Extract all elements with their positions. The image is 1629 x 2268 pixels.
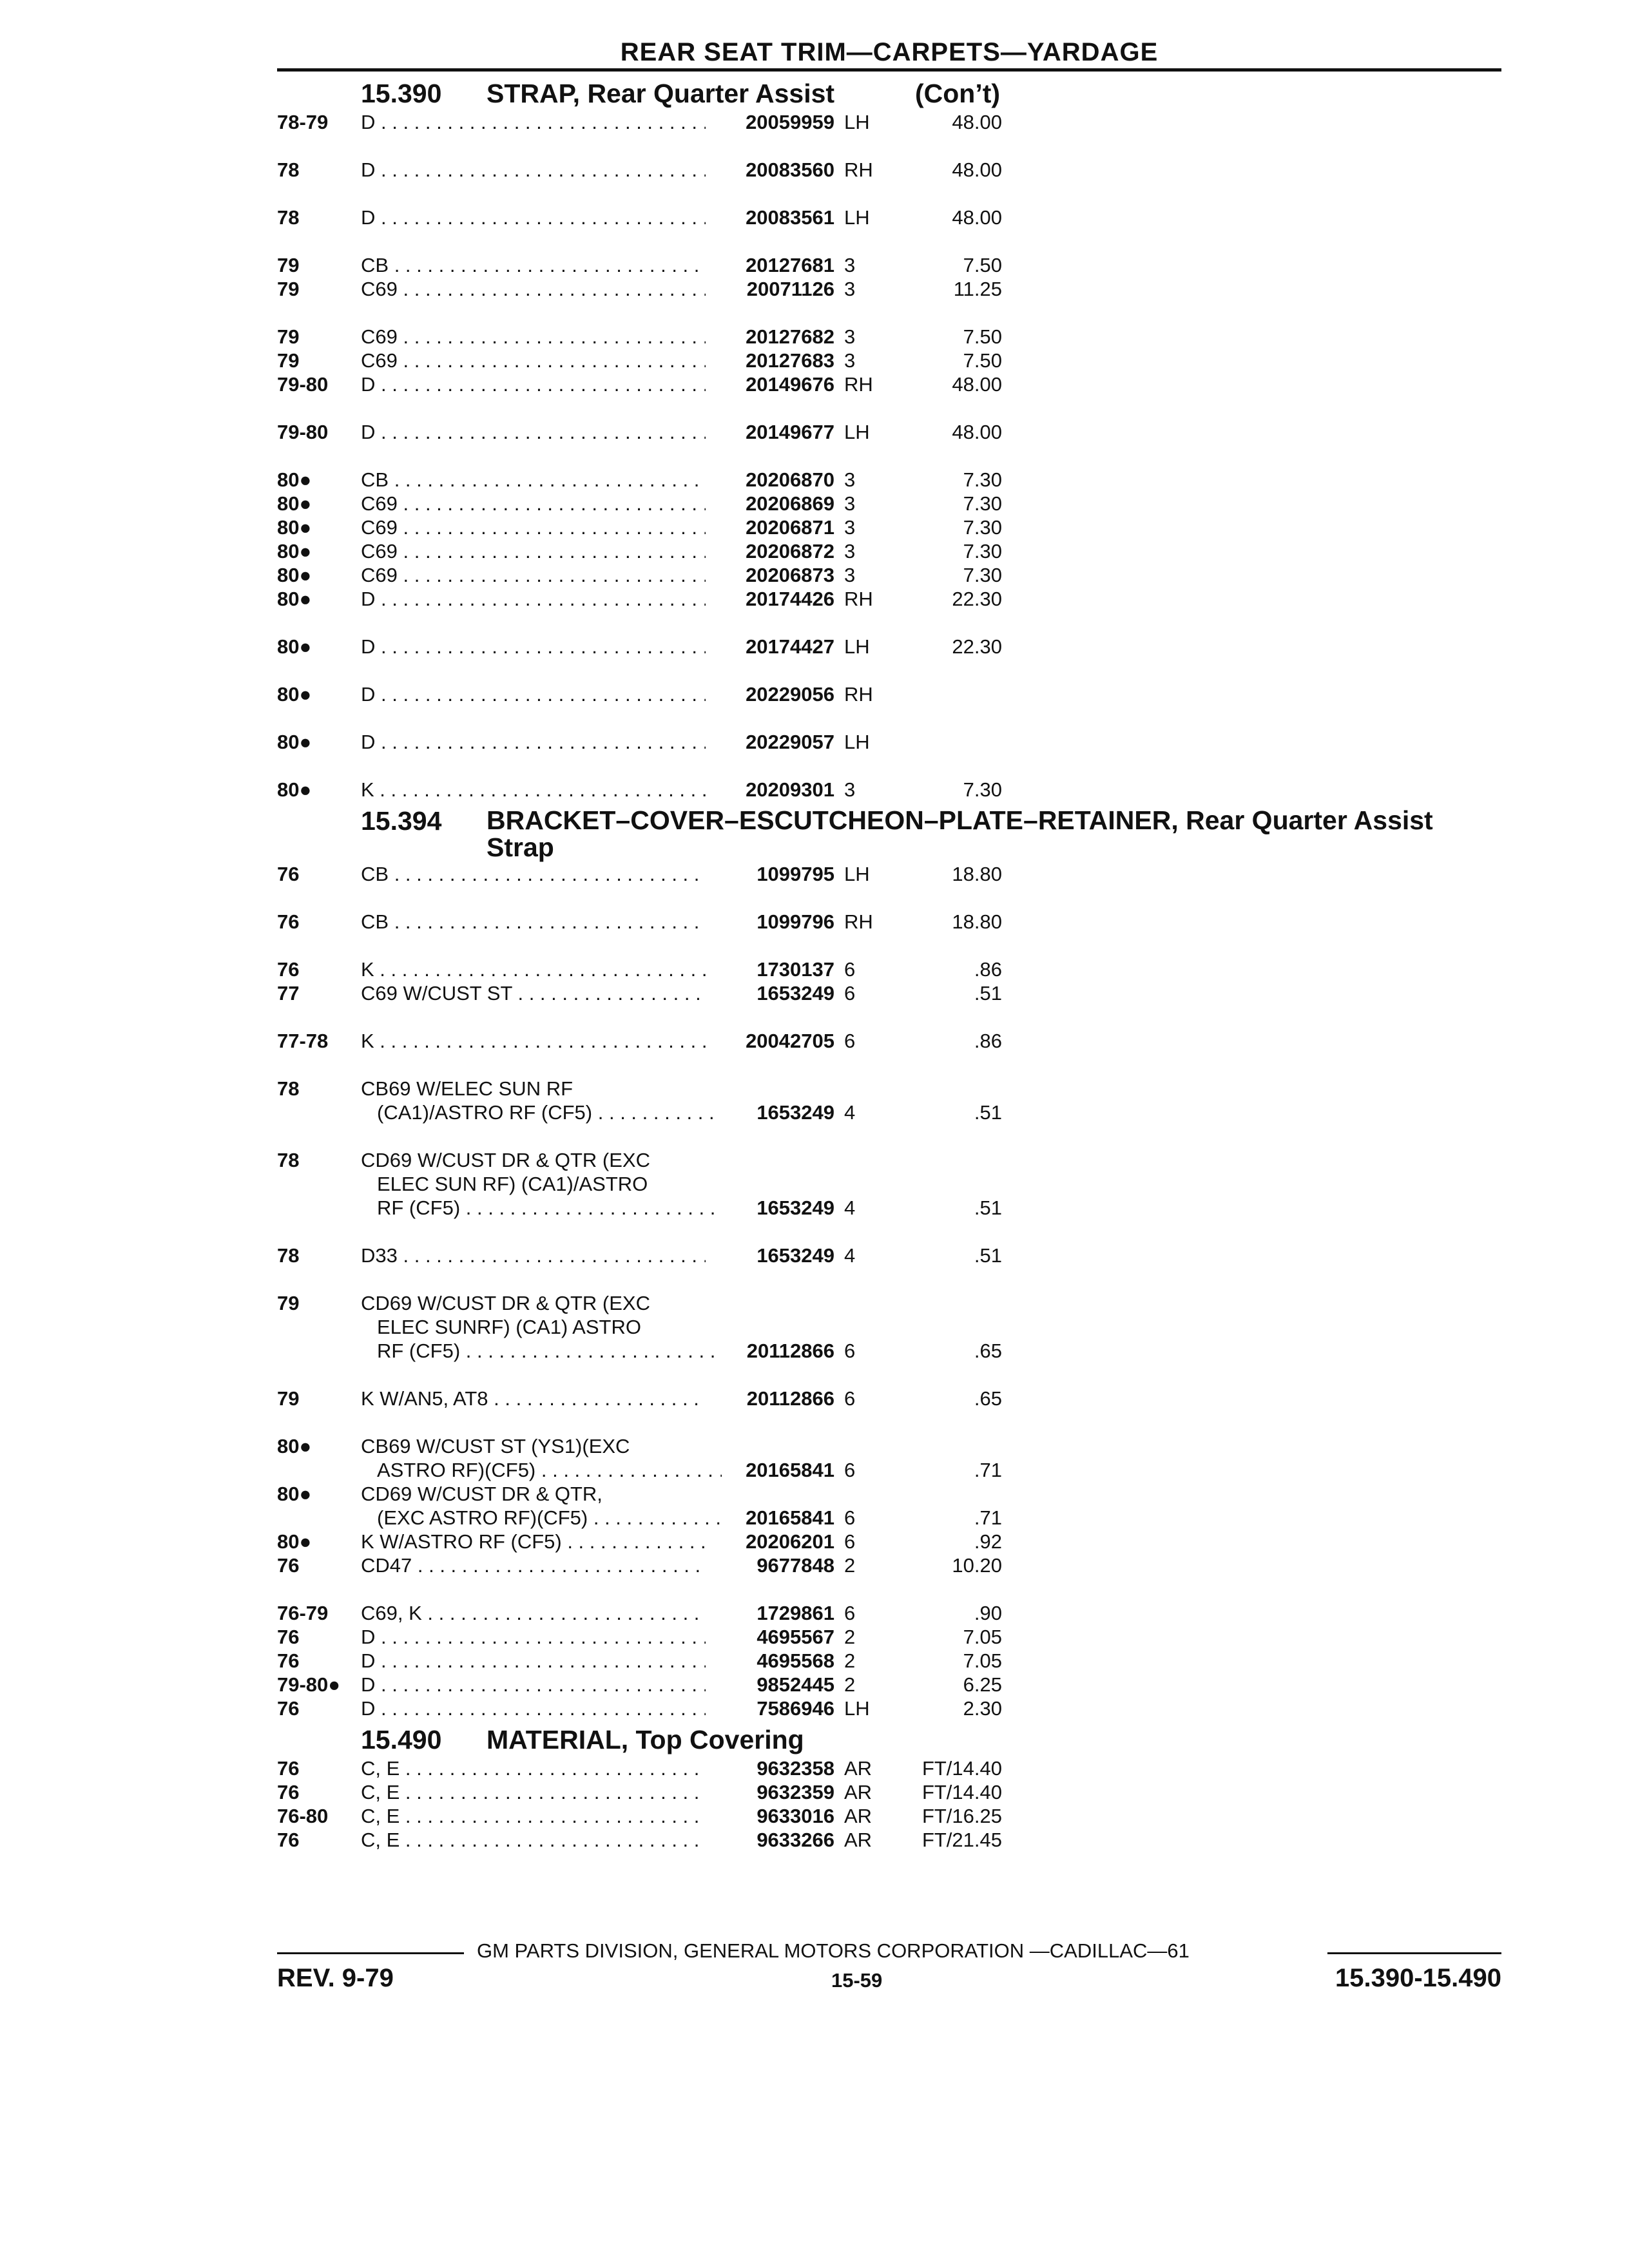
model-year: 78 — [277, 159, 300, 181]
model-year: 80● — [277, 492, 312, 515]
part-number: 9633266 — [757, 1829, 834, 1851]
model-code: D . . . — [361, 1625, 706, 1649]
part-number: 1653249 — [757, 1244, 834, 1267]
model-code-continued: (CA1)/ASTRO RF (CF5) . . . — [361, 1100, 722, 1124]
price: .51 — [974, 1244, 1002, 1267]
table-row — [277, 1530, 1501, 1553]
part-number: 20206869 — [746, 492, 834, 515]
quantity: LH — [844, 635, 870, 658]
price: FT/16.25 — [921, 1805, 1002, 1827]
part-number: 20042705 — [746, 1030, 834, 1052]
section-heading — [277, 77, 1501, 110]
table-row-continuation — [277, 1100, 1501, 1148]
table-row — [277, 563, 1501, 587]
part-number: 20059959 — [746, 111, 834, 133]
quantity: LH — [844, 731, 870, 753]
table-row — [277, 468, 1501, 492]
quantity: 3 — [844, 516, 856, 539]
model-year: 80● — [277, 564, 312, 586]
price: 11.25 — [953, 278, 1002, 300]
price: .90 — [974, 1602, 1002, 1624]
price: .51 — [974, 1101, 1002, 1124]
price: .51 — [974, 982, 1002, 1004]
part-number: 7586946 — [757, 1697, 834, 1720]
model-code: CB . . . — [361, 910, 706, 934]
model-code: D . . . — [361, 682, 706, 706]
quantity: 6 — [844, 1506, 856, 1529]
part-number: 20229056 — [746, 683, 834, 706]
quantity: LH — [844, 206, 870, 229]
catalog-page — [277, 37, 1501, 1852]
table-row — [277, 1291, 1501, 1315]
part-number: 20083561 — [746, 206, 834, 229]
model-year: 76 — [277, 1757, 300, 1780]
table-row — [277, 1434, 1501, 1458]
quantity: 4 — [844, 1244, 856, 1267]
price: 7.30 — [963, 468, 1002, 491]
quantity: RH — [844, 159, 873, 181]
table-row — [277, 1649, 1501, 1673]
model-year: 76 — [277, 910, 300, 933]
model-code: C69 . . . — [361, 325, 706, 349]
quantity: 2 — [844, 1554, 856, 1577]
model-year: 78 — [277, 206, 300, 229]
table-row — [277, 158, 1501, 206]
model-code: K . . . — [361, 957, 706, 981]
section-number: 15.390 — [361, 79, 442, 108]
table-row — [277, 1673, 1501, 1696]
quantity: 6 — [844, 1387, 856, 1410]
model-code: CB . . . — [361, 253, 706, 277]
price: .65 — [974, 1340, 1002, 1362]
quantity: AR — [844, 1781, 872, 1803]
quantity: 4 — [844, 1101, 856, 1124]
price: 10.20 — [952, 1554, 1002, 1577]
quantity: 6 — [844, 1602, 856, 1624]
page-number: 15-59 — [831, 1969, 883, 1992]
model-code: D . . . — [361, 587, 706, 611]
quantity: AR — [844, 1829, 872, 1851]
model-code: C69 . . . — [361, 349, 706, 372]
price: 7.50 — [963, 349, 1002, 372]
footer-division: GM PARTS DIVISION, GENERAL MOTORS CORPORATION —CADILLAC—61 — [477, 1939, 1190, 1962]
part-number: 1729861 — [757, 1602, 834, 1624]
quantity: LH — [844, 1697, 870, 1720]
price: 48.00 — [952, 111, 1002, 133]
price: FT/14.40 — [921, 1757, 1002, 1780]
model-year: 80● — [277, 778, 312, 801]
part-number: 4695567 — [757, 1626, 834, 1648]
part-number: 9632359 — [757, 1781, 834, 1803]
part-number: 20206872 — [746, 540, 834, 562]
part-number: 4695568 — [757, 1649, 834, 1672]
table-row — [277, 957, 1501, 981]
quantity: 6 — [844, 1340, 856, 1362]
model-year: 79 — [277, 278, 300, 300]
table-row — [277, 1804, 1501, 1828]
revision-label: REV. 9-79 — [277, 1964, 394, 1992]
model-code: D . . . — [361, 158, 706, 182]
model-year: 76 — [277, 1649, 300, 1672]
part-number: 20206871 — [746, 516, 834, 539]
model-code: CB . . . — [361, 468, 706, 492]
part-number: 20206870 — [746, 468, 834, 491]
part-number: 20174427 — [746, 635, 834, 658]
quantity: 3 — [844, 492, 856, 515]
part-number: 1730137 — [757, 958, 834, 981]
quantity: 3 — [844, 325, 856, 348]
quantity: 3 — [844, 468, 856, 491]
model-year: 76 — [277, 958, 300, 981]
part-number: 20209301 — [746, 778, 834, 801]
model-year: 80● — [277, 516, 312, 539]
table-row — [277, 349, 1501, 372]
part-number: 20127681 — [746, 254, 834, 276]
price: 7.50 — [963, 254, 1002, 276]
model-code-continued: ELEC SUNRF) (CA1) ASTRO — [377, 1316, 641, 1338]
model-code: D . . . — [361, 1649, 706, 1673]
model-code-continued: ELEC SUN RF) (CA1)/ASTRO — [377, 1173, 648, 1195]
model-code: C, E . . . — [361, 1756, 706, 1780]
model-year: 77 — [277, 982, 300, 1004]
model-year: 76-79 — [277, 1602, 329, 1624]
model-year: 76-80 — [277, 1805, 329, 1827]
table-row — [277, 1756, 1501, 1780]
price: 7.30 — [963, 516, 1002, 539]
table-row — [277, 1244, 1501, 1291]
table-row — [277, 1553, 1501, 1601]
model-code: C69, K . . . — [361, 1601, 706, 1625]
model-code: K . . . — [361, 778, 706, 802]
quantity: 6 — [844, 1030, 856, 1052]
model-code-continued: RF (CF5) . . . — [361, 1196, 722, 1220]
price: 7.30 — [963, 540, 1002, 562]
model-code: CD47 . . . — [361, 1553, 706, 1577]
model-year: 79 — [277, 1387, 300, 1410]
price: 7.30 — [963, 492, 1002, 515]
table-row — [277, 587, 1501, 635]
model-code: D . . . — [361, 110, 706, 134]
table-row — [277, 910, 1501, 957]
part-number: 20149676 — [746, 373, 834, 396]
quantity: 3 — [844, 564, 856, 586]
price: 7.05 — [963, 1626, 1002, 1648]
section-range: 15.390-15.490 — [1335, 1964, 1501, 1992]
price: 48.00 — [952, 421, 1002, 443]
model-year: 79 — [277, 325, 300, 348]
price: 48.00 — [952, 373, 1002, 396]
model-code: D . . . — [361, 730, 706, 754]
model-code: C69 . . . — [361, 277, 706, 301]
part-number: 20229057 — [746, 731, 834, 753]
part-number: 20127682 — [746, 325, 834, 348]
quantity: RH — [844, 373, 873, 396]
table-row — [277, 515, 1501, 539]
model-code-continued: RF (CF5) . . . — [361, 1339, 722, 1363]
part-number: 1653249 — [757, 982, 834, 1004]
table-row — [277, 1780, 1501, 1804]
quantity: 2 — [844, 1626, 856, 1648]
price: 2.30 — [963, 1697, 1002, 1720]
table-row — [277, 372, 1501, 420]
model-code: K W/AN5, AT8 . . . — [361, 1387, 706, 1410]
model-code: D . . . — [361, 635, 706, 658]
page-title: REAR SEAT TRIM—CARPETS—YARDAGE — [620, 38, 1159, 66]
quantity: LH — [844, 421, 870, 443]
model-year: 76 — [277, 1697, 300, 1720]
part-number: 20165841 — [746, 1459, 834, 1481]
model-year: 79 — [277, 349, 300, 372]
footer-division-line — [277, 1938, 1501, 1964]
price: 7.50 — [963, 325, 1002, 348]
model-code: C, E . . . — [361, 1804, 706, 1828]
table-row — [277, 325, 1501, 349]
table-row — [277, 1077, 1501, 1100]
quantity: 3 — [844, 540, 856, 562]
model-code: C69 W/CUST ST . . . — [361, 981, 706, 1005]
section-title: BRACKET–COVER–ESCUTCHEON–PLATE–RETAINER, Rear Quarter Assist Strap — [487, 805, 1433, 862]
quantity: 4 — [844, 1196, 856, 1219]
quantity: AR — [844, 1757, 872, 1780]
part-number: 20174426 — [746, 588, 834, 610]
section-heading — [277, 1723, 1501, 1756]
table-row-continuation — [277, 1339, 1501, 1387]
model-year: 80● — [277, 1530, 312, 1553]
price: FT/21.45 — [921, 1829, 1002, 1851]
model-code: K . . . — [361, 1029, 706, 1053]
price: 18.80 — [952, 910, 1002, 933]
part-number: 1653249 — [757, 1101, 834, 1124]
table-row-continuation — [277, 1458, 1501, 1482]
part-number: 20206873 — [746, 564, 834, 586]
table-row-continuation — [277, 1196, 1501, 1244]
quantity: 3 — [844, 349, 856, 372]
model-code: D . . . — [361, 372, 706, 396]
quantity: 3 — [844, 254, 856, 276]
price: FT/14.40 — [921, 1781, 1002, 1803]
quantity: 3 — [844, 278, 856, 300]
section-number: 15.490 — [361, 1725, 442, 1754]
table-row — [277, 1148, 1501, 1172]
price: .71 — [974, 1506, 1002, 1529]
price: .86 — [974, 958, 1002, 981]
table-row — [277, 1387, 1501, 1434]
model-year: 76 — [277, 1554, 300, 1577]
model-code: CD69 W/CUST DR & QTR (EXC — [361, 1149, 650, 1171]
table-row — [277, 277, 1501, 325]
part-number: 20127683 — [746, 349, 834, 372]
table-row — [277, 1601, 1501, 1625]
model-year: 79 — [277, 1292, 300, 1314]
model-code: CB69 W/CUST ST (YS1)(EXC — [361, 1435, 630, 1457]
part-number: 9677848 — [757, 1554, 834, 1577]
table-row — [277, 635, 1501, 682]
price: 22.30 — [952, 588, 1002, 610]
table-row — [277, 110, 1501, 158]
model-year: 80● — [277, 540, 312, 562]
model-year: 80● — [277, 731, 312, 753]
price: 7.05 — [963, 1649, 1002, 1672]
model-year: 76 — [277, 1829, 300, 1851]
part-number: 20071126 — [746, 278, 834, 300]
table-row — [277, 206, 1501, 253]
model-code: K W/ASTRO RF (CF5) . . . — [361, 1530, 706, 1553]
table-row — [277, 1029, 1501, 1077]
model-year: 80● — [277, 468, 312, 491]
footer-rule-right — [1327, 1952, 1501, 1954]
model-year: 76 — [277, 863, 300, 885]
section-title: STRAP, Rear Quarter Assist — [487, 79, 835, 108]
part-number: 1653249 — [757, 1196, 834, 1219]
model-year: 79-80 — [277, 421, 329, 443]
model-year: 78 — [277, 1149, 300, 1171]
table-row — [277, 539, 1501, 563]
part-number: 1099795 — [757, 863, 834, 885]
quantity: 2 — [844, 1673, 856, 1696]
price: 7.30 — [963, 564, 1002, 586]
table-row — [277, 492, 1501, 515]
section-number: 15.394 — [361, 806, 442, 836]
quantity: 6 — [844, 958, 856, 981]
table-row — [277, 420, 1501, 468]
model-code: D . . . — [361, 206, 706, 229]
price: 7.30 — [963, 778, 1002, 801]
model-year: 80● — [277, 588, 312, 610]
section-heading — [277, 804, 1501, 862]
table-row — [277, 862, 1501, 910]
quantity: 6 — [844, 982, 856, 1004]
quantity: LH — [844, 111, 870, 133]
model-code-continued: (EXC ASTRO RF)(CF5) . . . — [361, 1506, 722, 1530]
price: .51 — [974, 1196, 1002, 1219]
model-code: CB . . . — [361, 862, 706, 886]
table-row — [277, 778, 1501, 802]
model-year: 80● — [277, 683, 312, 706]
part-number: 9633016 — [757, 1805, 834, 1827]
quantity: RH — [844, 588, 873, 610]
model-year: 80● — [277, 635, 312, 658]
table-row — [277, 981, 1501, 1029]
table-row — [277, 730, 1501, 778]
quantity: 2 — [844, 1649, 856, 1672]
model-code: C69 . . . — [361, 563, 706, 587]
part-number: 20112866 — [746, 1340, 834, 1362]
model-code: CD69 W/CUST DR & QTR, — [361, 1483, 602, 1505]
model-code-continued: ASTRO RF)(CF5) . . . — [361, 1458, 722, 1482]
model-code: D . . . — [361, 1673, 706, 1696]
footer-rule-left — [277, 1952, 464, 1954]
model-code: CB69 W/ELEC SUN RF — [361, 1077, 574, 1100]
table-row-continuation — [277, 1172, 1501, 1196]
price: 48.00 — [952, 206, 1002, 229]
model-year: 79-80● — [277, 1673, 341, 1696]
part-number: 20165841 — [746, 1506, 834, 1529]
section-title: MATERIAL, Top Covering — [487, 1725, 804, 1754]
quantity: AR — [844, 1805, 872, 1827]
model-code: D . . . — [361, 1696, 706, 1720]
table-row — [277, 1696, 1501, 1720]
sections-container — [277, 77, 1501, 1852]
model-code: C69 . . . — [361, 515, 706, 539]
price: 18.80 — [952, 863, 1002, 885]
header-rule — [277, 68, 1501, 72]
model-year: 79-80 — [277, 373, 329, 396]
part-number: 20206201 — [746, 1530, 834, 1553]
footer-bottom — [277, 1964, 1501, 1996]
section-continued: (Con’t) — [915, 79, 1001, 108]
model-code: D . . . — [361, 420, 706, 444]
model-year: 76 — [277, 1781, 300, 1803]
model-year: 78 — [277, 1077, 300, 1100]
page-footer — [277, 1938, 1501, 1996]
model-year: 76 — [277, 1626, 300, 1648]
table-row — [277, 1625, 1501, 1649]
model-code: CD69 W/CUST DR & QTR (EXC — [361, 1292, 650, 1314]
table-row-continuation — [277, 1315, 1501, 1339]
quantity: 3 — [844, 778, 856, 801]
model-code: C, E . . . — [361, 1828, 706, 1852]
table-row-continuation — [277, 1506, 1501, 1530]
model-code: C69 . . . — [361, 492, 706, 515]
model-year: 79 — [277, 254, 300, 276]
quantity: LH — [844, 863, 870, 885]
model-code: D33 . . . — [361, 1244, 706, 1267]
table-row — [277, 682, 1501, 730]
price: 48.00 — [952, 159, 1002, 181]
price: .92 — [974, 1530, 1002, 1553]
part-number: 20149677 — [746, 421, 834, 443]
model-year: 78 — [277, 1244, 300, 1267]
part-number: 20083560 — [746, 159, 834, 181]
model-code: C, E . . . — [361, 1780, 706, 1804]
part-number: 20112866 — [746, 1387, 834, 1410]
part-number: 9852445 — [757, 1673, 834, 1696]
table-row — [277, 253, 1501, 277]
quantity: 6 — [844, 1530, 856, 1553]
model-year: 80● — [277, 1435, 312, 1457]
model-year: 77-78 — [277, 1030, 329, 1052]
model-year: 78-79 — [277, 111, 329, 133]
model-code: C69 . . . — [361, 539, 706, 563]
part-number: 1099796 — [757, 910, 834, 933]
price: .71 — [974, 1459, 1002, 1481]
model-year: 80● — [277, 1483, 312, 1505]
quantity: RH — [844, 683, 873, 706]
table-row — [277, 1482, 1501, 1506]
price: .86 — [974, 1030, 1002, 1052]
price: .65 — [974, 1387, 1002, 1410]
part-number: 9632358 — [757, 1757, 834, 1780]
quantity: 6 — [844, 1459, 856, 1481]
price: 6.25 — [963, 1673, 1002, 1696]
price: 22.30 — [952, 635, 1002, 658]
table-row — [277, 1828, 1501, 1852]
quantity: RH — [844, 910, 873, 933]
